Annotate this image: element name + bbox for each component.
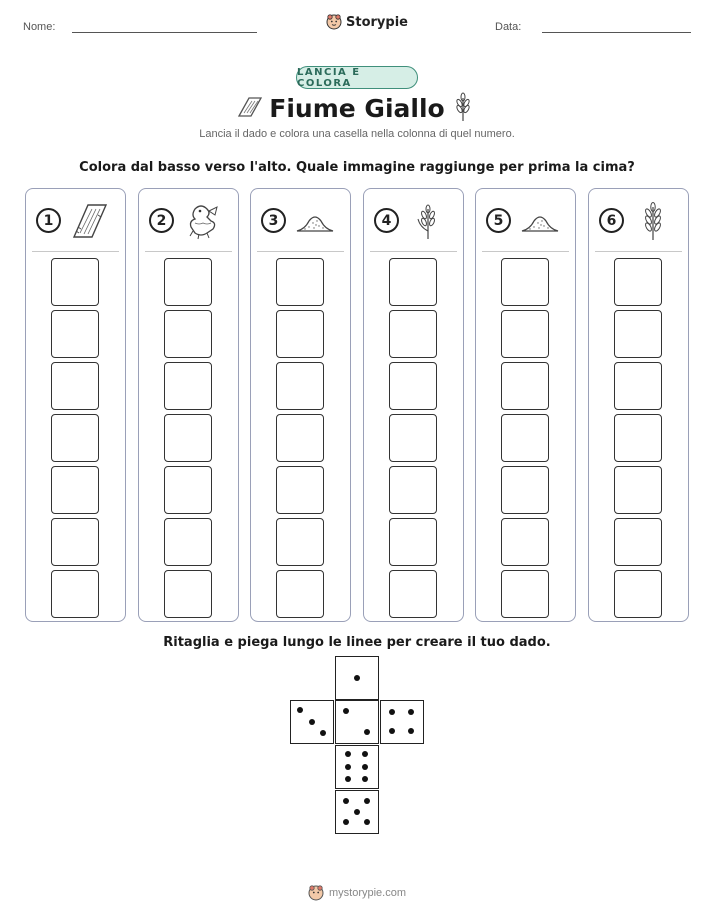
- sand-pile-icon: [520, 201, 560, 241]
- date-field[interactable]: [542, 32, 691, 33]
- storypie-mascot-icon: [326, 14, 342, 30]
- color-box[interactable]: [614, 466, 662, 514]
- color-box[interactable]: [501, 570, 549, 618]
- column-divider: [482, 251, 569, 252]
- instruction: Colora dal basso verso l'alto. Quale immagine raggiunge per prima la cima?: [79, 160, 635, 175]
- color-box[interactable]: [164, 362, 212, 410]
- color-box[interactable]: [276, 362, 324, 410]
- dice-column-6: [588, 188, 689, 622]
- color-box[interactable]: [614, 362, 662, 410]
- die-pip: [343, 798, 349, 804]
- color-box[interactable]: [389, 258, 437, 306]
- color-box[interactable]: [164, 570, 212, 618]
- river-icon: [70, 201, 110, 241]
- color-box[interactable]: [276, 414, 324, 462]
- color-box[interactable]: [389, 414, 437, 462]
- color-box[interactable]: [51, 466, 99, 514]
- die-face-1: [335, 656, 379, 700]
- die-pip: [345, 776, 351, 782]
- die-pip: [343, 819, 349, 825]
- column-divider: [257, 251, 344, 252]
- color-box[interactable]: [276, 518, 324, 566]
- die-pip: [297, 707, 303, 713]
- color-box[interactable]: [501, 258, 549, 306]
- die-pip: [354, 675, 360, 681]
- die-pip: [408, 728, 414, 734]
- dice-column-2: [138, 188, 239, 622]
- die-pip: [345, 764, 351, 770]
- die-pip: [343, 708, 349, 714]
- page-title: Fiume Giallo: [269, 93, 445, 123]
- sand-pile-icon: [295, 201, 335, 241]
- brand-logo: [326, 14, 408, 30]
- date-label: Data:: [495, 21, 522, 33]
- die-face-2: [335, 700, 379, 744]
- column-header: [26, 189, 125, 251]
- color-box[interactable]: [389, 570, 437, 618]
- color-box[interactable]: [164, 258, 212, 306]
- color-box[interactable]: [51, 258, 99, 306]
- die-pip: [354, 809, 360, 815]
- die-pip: [320, 730, 326, 736]
- color-box[interactable]: [389, 518, 437, 566]
- wheat-icon: [452, 92, 474, 122]
- color-box[interactable]: [501, 466, 549, 514]
- column-header: [251, 189, 350, 251]
- die-pip: [362, 751, 368, 757]
- color-box[interactable]: [614, 310, 662, 358]
- footer-url: mystorypie.com: [328, 887, 407, 899]
- die-face-3: [290, 700, 334, 744]
- column-number: 1: [36, 208, 61, 233]
- dice-column-4: [363, 188, 464, 622]
- subtitle: Lancia il dado e colora una casella nella colonna di quel numero.: [199, 128, 515, 140]
- color-box[interactable]: [164, 414, 212, 462]
- color-box[interactable]: [51, 570, 99, 618]
- column-header: [476, 189, 575, 251]
- die-pip: [309, 719, 315, 725]
- storypie-mascot-icon: [308, 885, 324, 901]
- color-box[interactable]: [164, 310, 212, 358]
- name-label: Nome:: [23, 21, 56, 33]
- cut-instruction: Ritaglia e piega lungo le linee per creare il tuo dado.: [163, 635, 551, 650]
- die-face-4: [380, 700, 424, 744]
- color-box[interactable]: [614, 414, 662, 462]
- column-number: 3: [261, 208, 286, 233]
- die-pip: [389, 728, 395, 734]
- color-box[interactable]: [276, 466, 324, 514]
- millet-icon: [408, 201, 448, 241]
- footer: [0, 885, 714, 901]
- color-box[interactable]: [389, 310, 437, 358]
- color-box[interactable]: [164, 518, 212, 566]
- die-face-5: [335, 790, 379, 834]
- color-box[interactable]: [389, 362, 437, 410]
- color-box[interactable]: [51, 518, 99, 566]
- brand-name: Storypie: [346, 14, 408, 30]
- color-box[interactable]: [164, 466, 212, 514]
- name-field[interactable]: [72, 32, 257, 33]
- color-box[interactable]: [276, 310, 324, 358]
- column-divider: [145, 251, 232, 252]
- color-box[interactable]: [614, 518, 662, 566]
- die-pip: [364, 819, 370, 825]
- column-number: 6: [599, 208, 624, 233]
- die-pip: [364, 798, 370, 804]
- dice-net: [290, 656, 426, 836]
- color-box[interactable]: [389, 466, 437, 514]
- dragon-icon: [183, 201, 223, 241]
- wheat-icon: [633, 201, 673, 241]
- color-box[interactable]: [276, 258, 324, 306]
- column-divider: [595, 251, 682, 252]
- color-box[interactable]: [51, 310, 99, 358]
- color-box[interactable]: [614, 570, 662, 618]
- color-box[interactable]: [51, 362, 99, 410]
- die-pip: [408, 709, 414, 715]
- color-box[interactable]: [614, 258, 662, 306]
- activity-badge: LANCIA E COLORA: [296, 66, 418, 89]
- die-face-6: [335, 745, 379, 789]
- column-divider: [370, 251, 457, 252]
- die-pip: [389, 709, 395, 715]
- die-pip: [362, 764, 368, 770]
- column-number: 4: [374, 208, 399, 233]
- color-box[interactable]: [501, 518, 549, 566]
- die-pip: [364, 729, 370, 735]
- color-box[interactable]: [501, 362, 549, 410]
- column-header: [139, 189, 238, 251]
- color-box[interactable]: [276, 570, 324, 618]
- color-box[interactable]: [501, 310, 549, 358]
- column-divider: [32, 251, 119, 252]
- dice-column-1: [25, 188, 126, 622]
- column-number: 5: [486, 208, 511, 233]
- color-box[interactable]: [51, 414, 99, 462]
- die-pip: [362, 776, 368, 782]
- dice-column-3: [250, 188, 351, 622]
- column-header: [589, 189, 688, 251]
- dice-column-5: [475, 188, 576, 622]
- color-box[interactable]: [501, 414, 549, 462]
- die-pip: [345, 751, 351, 757]
- column-header: [364, 189, 463, 251]
- column-number: 2: [149, 208, 174, 233]
